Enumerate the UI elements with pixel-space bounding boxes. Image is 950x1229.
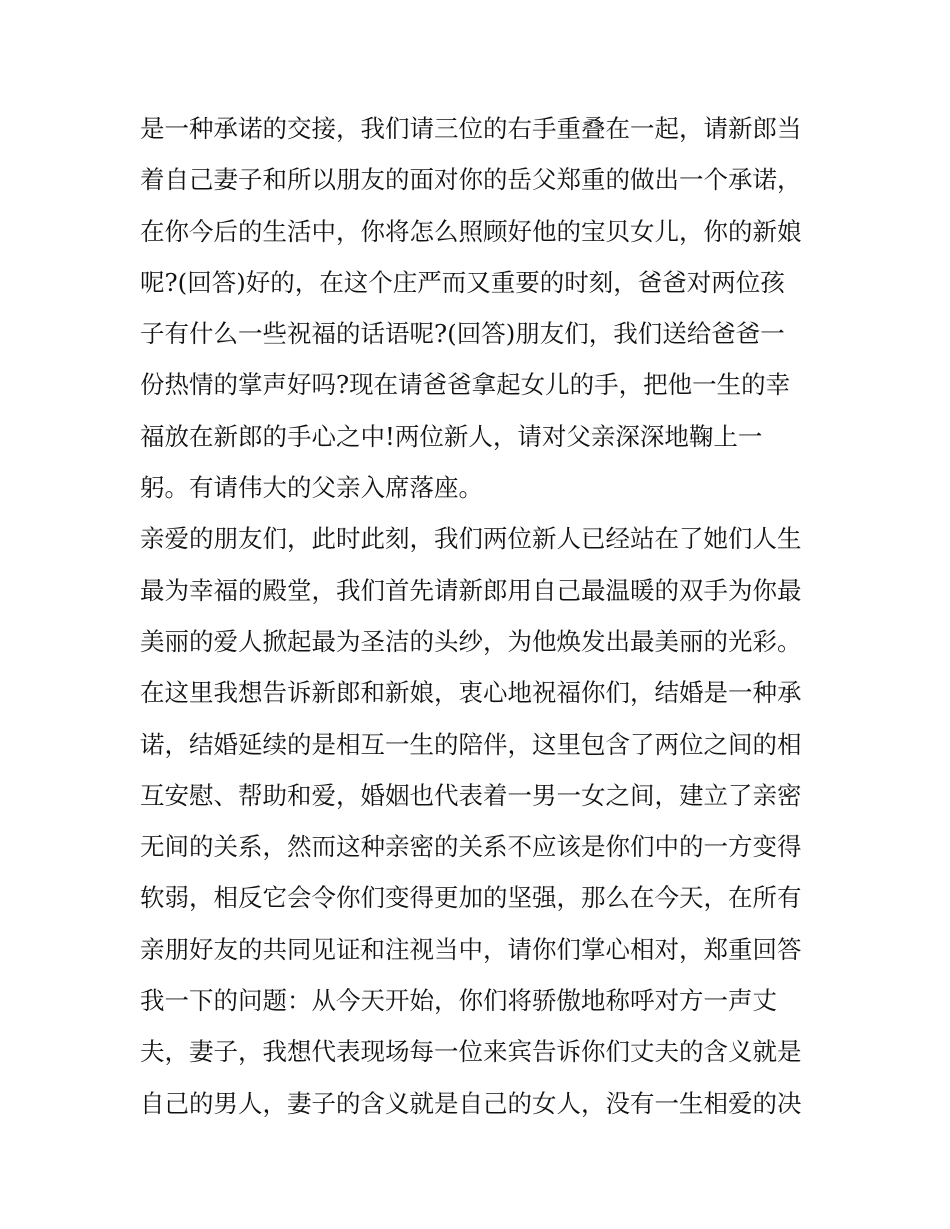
text-line: 最为幸福的殿堂，我们首先请新郎用自己最温暖的双手为你最 [140, 575, 802, 605]
text-line: 份热情的掌声好吗?现在请爸爸拿起女儿的手，把他一生的幸 [140, 370, 791, 400]
text-line: 夫，妻子，我想代表现场每一位来宾告诉你们丈夫的含义就是 [140, 1037, 802, 1067]
text-line: 我一下的问题：从今天开始，你们将骄傲地称呼对方一声丈 [140, 986, 777, 1016]
text-line: 美丽的爱人掀起最为圣洁的头纱，为他焕发出最美丽的光彩。 [140, 626, 802, 656]
text-line: 自己的男人，妻子的含义就是自己的女人，没有一生相爱的决 [140, 1088, 802, 1118]
text-line: 是一种承诺的交接，我们请三位的右手重叠在一起，请新郎当 [140, 114, 802, 143]
text-line: 在你今后的生活中，你将怎么照顾好他的宝贝女儿，你的新娘 [140, 216, 802, 246]
body-text [140, 103, 830, 1129]
text-line: 子有什么一些祝福的话语呢?(回答)朋友们，我们送给爸爸一 [140, 319, 785, 349]
text-line: 互安慰、帮助和爱，婚姻也代表着一男一女之间，建立了亲密 [140, 780, 802, 810]
text-line: 无间的关系，然而这种亲密的关系不应该是你们中的一方变得 [140, 832, 802, 862]
text-line: 亲朋好友的共同见证和注视当中，请你们掌心相对，郑重回答 [140, 934, 802, 964]
text-line: 在这里我想告诉新郎和新娘，衷心地祝福你们，结婚是一种承 [140, 678, 802, 708]
text-line: 福放在新郎的手心之中!两位新人，请对父亲深深地鞠上一 [140, 421, 763, 451]
text-line: 着自己妻子和所以朋友的面对你的岳父郑重的做出一个承诺， [140, 165, 802, 195]
text-line: 呢?(回答)好的，在这个庄严而又重要的时刻，爸爸对两位孩 [140, 267, 785, 297]
text-line: 躬。有请伟大的父亲入席落座。 [140, 473, 483, 503]
text-line: 诺，结婚延续的是相互一生的陪伴，这里包含了两位之间的相 [140, 729, 802, 759]
text-line: 亲爱的朋友们，此时此刻，我们两位新人已经站在了她们人生 [140, 524, 802, 554]
text-line: 软弱，相反它会令你们变得更加的坚强，那么在今天，在所有 [140, 883, 802, 913]
